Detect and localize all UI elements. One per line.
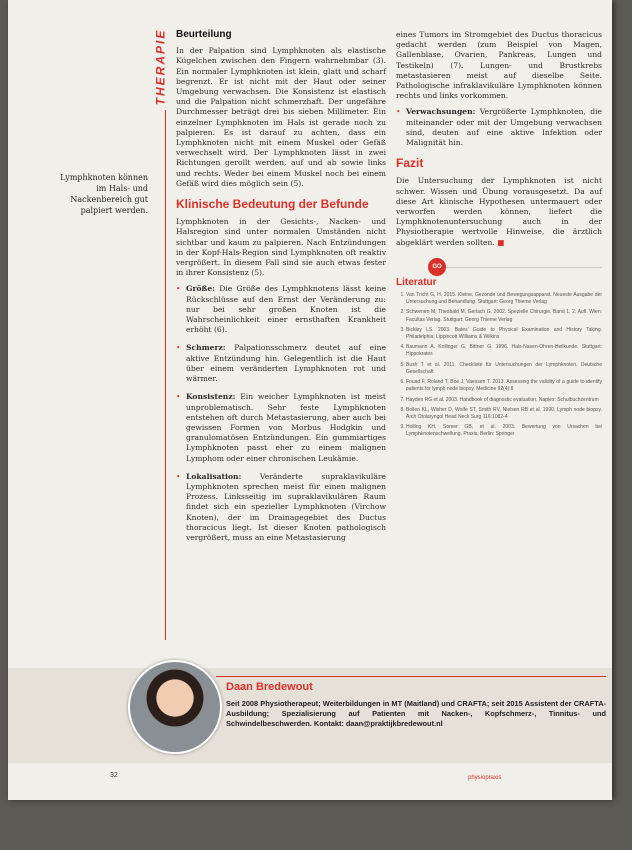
list-item: • Konsistenz: Ein weicher Lymphknoten ist meist unproblematisch. Sehr feste Lymphknoten entstehen oft durch Metastasierung, aber auch bei gewissen Formen von Morbus Hodgkin und granulomatösen Entzündungen. Ein gummiartiges Lymphknoten passt eher zu einem malignen Lymphom oder einer chronischen Leukämie. — [176, 392, 386, 463]
magazine-footer: physiopraxis — [468, 775, 502, 781]
reference-item: 2. Schwenen M, Theobald M, Gerlach G. 2002. Spezielle Chirurgie. Band 1. 2. Aufl. Wien: Facultas Verlag. Stuttgart: Georg Thieme Verlag — [406, 309, 602, 323]
column-right — [396, 30, 602, 442]
list-item: • Schmerz: Palpationsschmerz deutet auf eine aktive Entzündung hin. Gelegentlich ist die Haut über einem veränderten Lymphknoten rot und wärmer. — [176, 343, 386, 384]
margin-note: Lymphknoten können im Hals- und Nackenbereich gut palpiert werden. — [60, 173, 148, 215]
author-box — [216, 676, 606, 759]
page-number: 32 — [110, 772, 118, 779]
findings-list-continued — [396, 107, 602, 148]
literature-badge-icon: GO — [428, 258, 446, 276]
findings-list — [176, 284, 386, 543]
reference-item: 3. Bickley LS. 2003. Bates' Guide to Physical Examination and History Taking. Philadelphia: Lippincott Williams & Wilkins — [406, 327, 602, 341]
reference-item: 1. Van Tricht G, H. 2015. Kleine, Gezonde und Bewegungsapparat. Neueste Ausgabe der Untersuchung und Behandlung. Stuttgart: Georg Thieme Verlag — [406, 292, 602, 306]
paragraph-klinische-bedeutung: Lymphknoten in der Gesichts-, Nacken- und Halsregion sind unter normalen Umständen nicht sichtbar und kaum zu palpieren. Nach Entzündungen in der Kopf-Hals-Region sind Lymphknoten oft reaktiv vergrößert. In diesem Fall sind sie auch etwas fester in ihrer Konsistenz (5). — [176, 217, 386, 278]
list-item: • Verwachsungen: Vergrößerte Lymphknoten, die miteinander oder mit der Umgebung verwachsen sind, deuten auf eine aktive Infektion oder Malignität hin. — [396, 107, 602, 148]
reference-item: 8. Bollen KL, Wisher D, Wolfe ST, Smith RV, Nielsen RB et al. 1990. Lymph node biopsy. Arch Otolaryngol Head Neck Surg 116:1082-4 — [406, 407, 602, 421]
paragraph-continued: eines Tumors im Stromgebiet des Ductus thoracicus gedacht werden (zum Beispiel von Magen, Gallenblase, Ovarien, Pankreas, Lungen und Testikeln) (7). Lungen- und Brustkrebs metastasieren meist auf dieselbe Seite. Pathologische infraklavikuläre Lymphknoten können rechts und links vorkommen. — [396, 30, 602, 101]
reference-item: 4. Baumann A, Kollinger G, Bittner G. 1996. Hals-Nasen-Ohren-Heilkunde. Stuttgart: Hippokrates — [406, 344, 602, 358]
reference-item: 9. Holling KH, Somer GB, et al. 2003. Bewertung von Ursachen bei Lymphknotenschwellung. Praxis, Berlin: Springer — [406, 424, 602, 438]
heading-beurteilung: Beurteilung — [176, 29, 232, 40]
reference-item: 7. Hayden RG et al. 2003. Handbook of diagnostic evaluation. Naples: Schulbuchzentrum — [406, 397, 602, 404]
magazine-page — [8, 0, 612, 800]
paragraph-fazit: Die Untersuchung der Lymphknoten ist nicht schwer. Wissen und Übung vorausgesetzt. Da auf diese Art klinische Hypothesen untermauert oder verworfen werden können, liefert die Lymphknotenuntersuchung auch in der Physiotherapie wertvolle Hinweise, die ärztlich abgeklärt werden sollten. ■ — [396, 176, 602, 247]
reference-item: 5. Bush T et al. 2011. Checkliste für Untersuchungen der Lymphknoten. Deutsche Gesellschaft — [406, 362, 602, 376]
author-avatar — [128, 660, 222, 754]
paragraph-beurteilung: In der Palpation sind Lymphknoten als elastische Kügelchen zwischen den Fingern wahrnehmbar (3). Ein normaler Lymphknoten ist klein, glatt und scharf begrenzt. Er ist nicht mit der Haut oder seiner Umgebung verwachsen. Die Konsistenz ist elastisch und die Palpation nicht schmerzhaft. Der ungefähre Durchmesser beträgt drei bis sieben Millimeter. Ein einzelner Lymphknoten im Hals ist gerade noch zu palpieren. Es ist darauf zu achten, dass ein Lymphknoten nicht mit einem Muskel oder Gefäß verwechselt wird. Der Lymphknoten lässt in zwei Richtungen gerollt werden, auf und ab sowie links und rechts. Weder bei einem Muskel noch bei einem Gefäß wird dies möglich sein (5). — [176, 46, 386, 188]
reference-item: 6. Fouad F, Roland T, Boe J, Vaessen T. 2013. Assessing the validity of a guide to identify patients for lymph node biopsy. Medicine 92(4):8 — [406, 379, 602, 393]
literature-divider — [396, 258, 602, 276]
heading-klinische-bedeutung: Klinische Bedeutung der Befunde — [176, 197, 369, 212]
list-item: • Lokalisation: Veränderte supraklavikuläre Lymphknoten sprechen meist für einen malignen Prozess. Linksseitig im supraklavikulären Raum findet sich ein spezieller Lymphknoten (Virchow Knoten), der im Drainagegebiet des Ductus thoracicus liegt. Ist dieser Knoten pathologisch vergrößert, muss an eine Metastasierung — [176, 472, 386, 543]
section-divider — [165, 110, 166, 640]
heading-fazit: Fazit — [396, 156, 424, 171]
author-name: Daan Bredewout — [226, 681, 313, 693]
list-item: • Größe: Die Größe des Lymphknotens lässt keine Rückschlüsse auf den Ernst der Veränderung zu: nur bei sehr großen Knoten ist die Wahrscheinlichkeit einer ernsthaften Krankheit erhöht (6). — [176, 284, 386, 335]
literature-heading: Literatur — [396, 276, 437, 288]
reference-list — [396, 292, 602, 438]
column-left — [176, 30, 386, 551]
section-label: THERAPIE — [153, 28, 168, 106]
author-bio: Seit 2008 Physiotherapeut; Weiterbildungen in MT (Maitland) und CRAFTA; seit 2015 Assistent der CRAFTA-Ausbildung; Spezialisierung auf Patienten mit Nacken-, Kopfschmerz-, Tinnitus- und Schwindelbeschwerden. Kontakt: daan@praktijkbredewout.nl — [226, 699, 606, 728]
end-mark-icon: ■ — [497, 237, 505, 247]
